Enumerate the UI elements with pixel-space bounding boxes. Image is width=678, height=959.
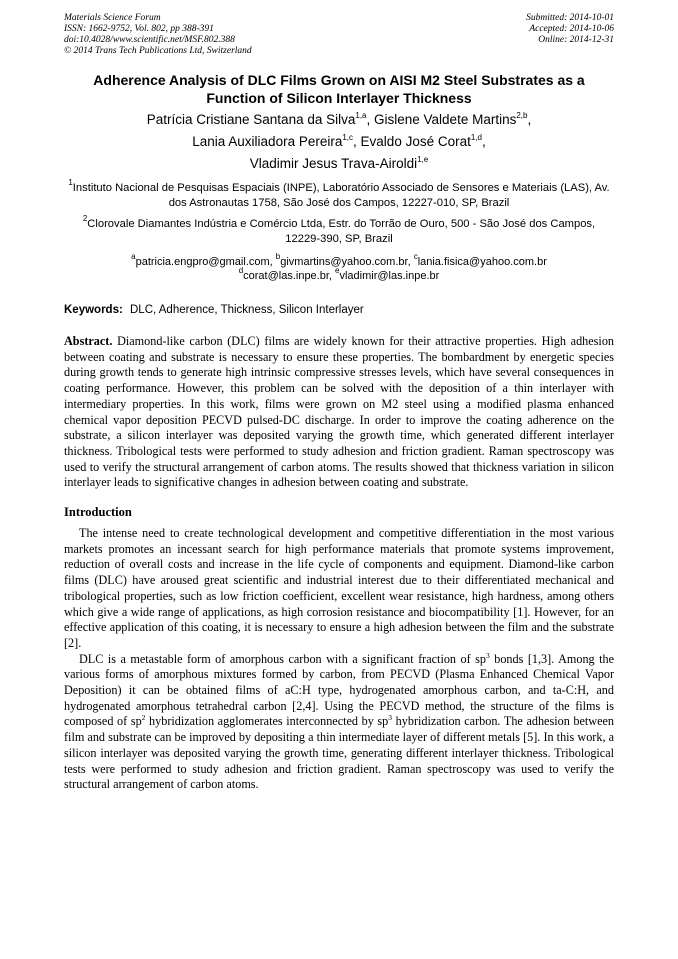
email-mark: c xyxy=(413,252,418,261)
affil-mark: 2 xyxy=(82,214,88,223)
author-list xyxy=(64,109,614,175)
email-link[interactable]: corat@las.inpe.br xyxy=(243,270,329,282)
affil-text: Instituto Nacional de Pesquisas Espaciais (INPE), Laboratório Associado de Sensores e Materiais (LAS), Av. dos Astronautas 1758, São José dos Campos, 12227-010, SP, Brazil xyxy=(72,182,610,209)
affiliation-1 xyxy=(64,178,614,211)
accepted-date: Accepted: 2014-10-06 xyxy=(529,24,614,34)
abstract-label: Abstract. xyxy=(64,334,113,348)
text-run: bonds [1,3]. Among the various forms of amorphous mixtures formed by carbon, from PECVD (Plasma Enhanced Chemical Vapor Deposition) it can be obtained films of aC:H type, hydrogenated amorphous carbon, and ta-C:H, and hydrogenated amorphous tetrahedral carbon [2,4]. Using the PECVD method, the structure of the films is composed of sp xyxy=(64,651,615,729)
author-affil-mark: 2,b xyxy=(516,111,528,120)
keywords xyxy=(64,303,614,317)
email-link[interactable]: patricia.engpro@gmail.com xyxy=(135,256,270,268)
superscript: 2 xyxy=(141,713,146,723)
author-affil-mark: 1,c xyxy=(342,133,354,142)
abstract-text: Diamond-like carbon (DLC) films are widely known for their attractive properties. High adhesion between coating and substrate is necessary to ensure these properties. The bombardment by energetic species during growth tends to generate high intrinsic compressive stresses levels, which have several consequences in coating performance. However, this problem can be solved with the deposition of a thin interlayer with intermediary properties. In this work, films were grown on M2 steel using a modified plasma enhanced chemical vapor deposition PECVD pulsed-DC discharge. In order to improve the coating adherence on the substrate, a silicon interlayer was deposited varying the growth time, which generated different interlayer thickness. Tribological tests were performed to study adhesion and friction gradient. Raman spectroscopy was used to verify the structural arrangement of carbon atoms. The results showed that thickness variation in silicon interlayer leads to significative changes in adhesion between coating and substrate. xyxy=(64,334,615,490)
email-mark: d xyxy=(238,266,244,275)
email-list xyxy=(64,252,614,283)
email-link[interactable]: lania.fisica@yahoo.com.br xyxy=(417,256,547,268)
email-line-2: $^d$corat@las.inpe.br, $^e$vladimir@las.inpe.br xyxy=(238,266,440,282)
journal-doi: doi:10.4028/www.scientific.net/MSF.802.388 xyxy=(64,35,235,45)
author-affil-mark: 1,d xyxy=(470,133,482,142)
keywords-label: Keywords: xyxy=(64,304,123,316)
author-affil-mark: 1,e xyxy=(417,155,429,164)
affil-mark: 1 xyxy=(68,178,73,187)
author-name: Lania Auxiliadora Pereira xyxy=(192,134,343,149)
email-link[interactable]: givmartins@yahoo.com.br xyxy=(280,256,408,268)
intro-paragraph-1: The intense need to create technological development and competitive differentiation in the most various markets promotes an incessant search for high performance materials that promote systems improvement, reduction of overall costs and increase in the life cycle of components and equipment. Diamond-like carbon films (DLC) have aroused great scientific and industrial interest due to their differentiated mechanical and tribological properties, such as low friction coefficient, excellent wear resistance, high hardness, among others which give a wide range of applications, as high corrosion resistance and biocompatibility [1]. However, for an effective application of this coating, it is necessary to ensure a high adhesion between the film and the substrate [2]. xyxy=(64,526,614,650)
author-name: Evaldo José Corat xyxy=(360,134,471,149)
email-mark: b xyxy=(275,252,281,261)
text-run: hybridization agglomerates interconnected by sp xyxy=(145,714,389,729)
journal-copyright: © 2014 Trans Tech Publications Ltd, Switzerland xyxy=(64,46,252,56)
email-link[interactable]: vladimir@las.inpe.br xyxy=(339,270,440,282)
author-name: Vladimir Jesus Trava-Airoldi xyxy=(249,156,418,171)
journal-issn: ISSN: 1662-9752, Vol. 802, pp 388-391 xyxy=(64,24,214,34)
affil-text: Clorovale Diamantes Indústria e Comércio Ltda, Estr. do Torrão de Ouro, 500 - São José dos Campos, 12229-390, SP, Brazil xyxy=(87,218,596,245)
email-mark: e xyxy=(335,266,340,275)
author-affil-mark: 1,a xyxy=(355,111,367,120)
superscript: 3 xyxy=(388,713,393,723)
author-name: Gislene Valdete Martins xyxy=(374,112,517,127)
affiliation-2 xyxy=(64,214,614,247)
introduction-heading: Introduction xyxy=(64,505,132,520)
superscript: 3 xyxy=(486,650,490,660)
author-line-3 xyxy=(64,153,614,175)
author-line-2: Lania Auxiliadora Pereira$^{1,c}$, Evaldo José Corat$^{1,d}$, xyxy=(192,133,486,149)
online-date: Online: 2014-12-31 xyxy=(538,35,614,45)
paper-page xyxy=(64,13,614,793)
journal-info xyxy=(64,13,252,57)
abstract xyxy=(64,334,614,491)
text-run: hybridization carbon. The adhesion between film and substrate can be improved by depositing a thin intermediate layer of different metals [5]. In this work, a silicon interlayer was deposited varying the growth time, generating different interlayer thickness. Tribological tests were performed to study adhesion and friction gradient. Raman spectroscopy was used to verify the structural arrangement of carbon atoms. xyxy=(64,714,615,792)
journal-name: Materials Science Forum xyxy=(64,13,161,23)
text-run: DLC is a metastable form of amorphous carbon with a significant fraction of sp xyxy=(79,651,486,666)
journal-header xyxy=(64,13,614,57)
keywords-text: DLC, Adherence, Thickness, Silicon Interlayer xyxy=(130,304,364,316)
paper-title: Adherence Analysis of DLC Films Grown on AISI M2 Steel Substrates as a Function of Silicon Interlayer Thickness xyxy=(93,72,585,106)
submission-dates xyxy=(526,13,614,57)
intro-paragraph-2 xyxy=(64,652,614,793)
email-line-1: $^a$patricia.engpro@gmail.com, $^b$givmartins@yahoo.com.br, $^c$lania.fisica@yahoo.com.br xyxy=(131,252,547,268)
submitted-date: Submitted: 2014-10-01 xyxy=(526,13,614,23)
email-mark: a xyxy=(131,252,136,261)
author-line-1: Patrícia Cristiane Santana da Silva$^{1,a}$, Gislene Valdete Martins$^{2,b}$, xyxy=(146,111,532,127)
author-name: Patrícia Cristiane Santana da Silva xyxy=(146,112,356,127)
